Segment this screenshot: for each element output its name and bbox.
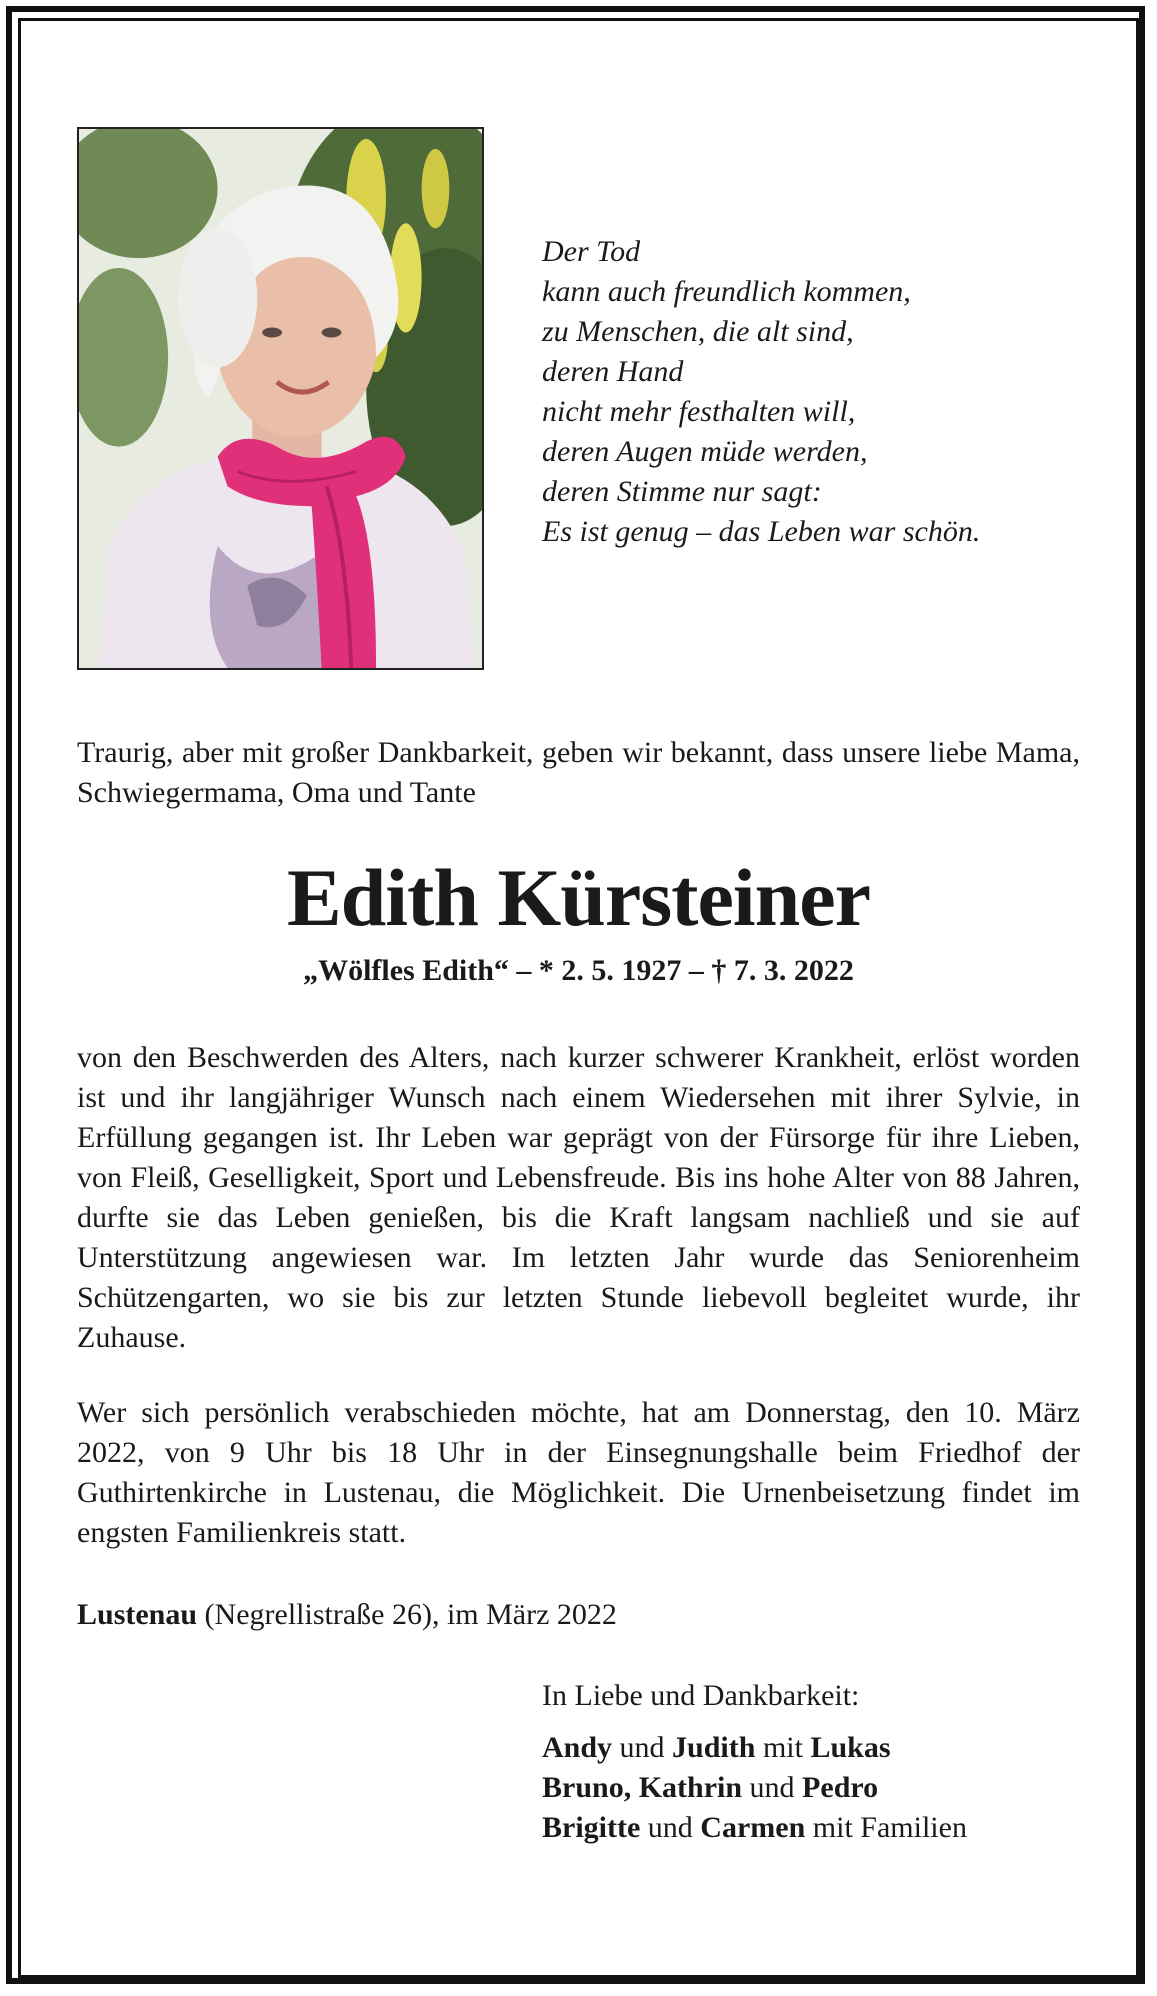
signature-block (542, 1676, 967, 1848)
signature-name: Pedro (802, 1771, 879, 1804)
signature-connector: und (612, 1731, 673, 1764)
signature-name: Brigitte (542, 1811, 641, 1844)
poem-line: kann auch freundlich kommen, (542, 275, 911, 308)
place-date-line (77, 1595, 617, 1635)
poem (542, 232, 980, 552)
poem-line: Es ist genug – das Leben war schön. (542, 515, 981, 548)
signature-name: Bruno, Kathrin (542, 1771, 743, 1804)
farewell-paragraph: Wer sich persönlich verabschieden möchte, hat am Donnerstag, den 10. März 2022, von 9 Uhr bis 18 Uhr in der Einsegnungshalle beim Friedhof der Guthirtenkirche in Lustenau, die Möglichkeit. Die Urnenbeisetzung findet im engsten Familienkreis statt. (77, 1396, 1080, 1549)
signature-name: Carmen (700, 1811, 806, 1844)
place-city: Lustenau (77, 1598, 198, 1631)
intro-paragraph: Traurig, aber mit großer Dankbarkeit, geben wir bekannt, dass unsere liebe Mama, Schwiegermama, Oma und Tante (77, 736, 1080, 809)
poem-line: deren Augen müde werden, (542, 435, 868, 468)
signature-connector: mit Familien (805, 1811, 967, 1844)
signature-greeting: In Liebe und Dankbarkeit: (542, 1679, 860, 1712)
signature-name: Andy (542, 1731, 613, 1764)
signature-line (542, 1808, 967, 1848)
signature-connector: und (640, 1811, 701, 1844)
signature-connector: mit (755, 1731, 811, 1764)
poem-line: deren Hand (542, 355, 684, 388)
signature-name: Judith (672, 1731, 756, 1764)
nickname-dates-line: „Wölfles Edith“ – * 2. 5. 1927 – † 7. 3. 2022 (303, 954, 854, 987)
signature-connector: und (742, 1771, 803, 1804)
signature-line (542, 1728, 967, 1768)
signature-name: Lukas (810, 1731, 891, 1764)
portrait-photo (77, 127, 484, 670)
poem-line: deren Stimme nur sagt: (542, 475, 822, 508)
body-paragraph: von den Beschwerden des Alters, nach kurzer schwerer Krankheit, erlöst worden ist und ihr langjähriger Wunsch nach einem Wiedersehen mit ihrer Sylvie, in Erfüllung gegangen ist. Ihr Leben war geprägt von der Fürsorge für ihre Lieben, von Fleiß, Geselligkeit, Sport und Lebensfreude. Bis ins hohe Alter von 88 Jahren, durfte sie das Leben genießen, bis die Kraft langsam nachließ und sie auf Unterstützung angewiesen war. Im letzten Jahr wurde das Seniorenheim Schützengarten, wo sie bis zur letzten Stunde liebevoll begleitet wurde, ihr Zuhause. (77, 1041, 1080, 1354)
poem-line: Der Tod (542, 235, 641, 268)
poem-line: nicht mehr festhalten will, (542, 395, 856, 428)
signature-line (542, 1768, 967, 1808)
deceased-name: Edith Kürsteiner (286, 852, 871, 943)
poem-line: zu Menschen, die alt sind, (542, 315, 854, 348)
place-rest: (Negrellistraße 26), im März 2022 (197, 1598, 617, 1631)
